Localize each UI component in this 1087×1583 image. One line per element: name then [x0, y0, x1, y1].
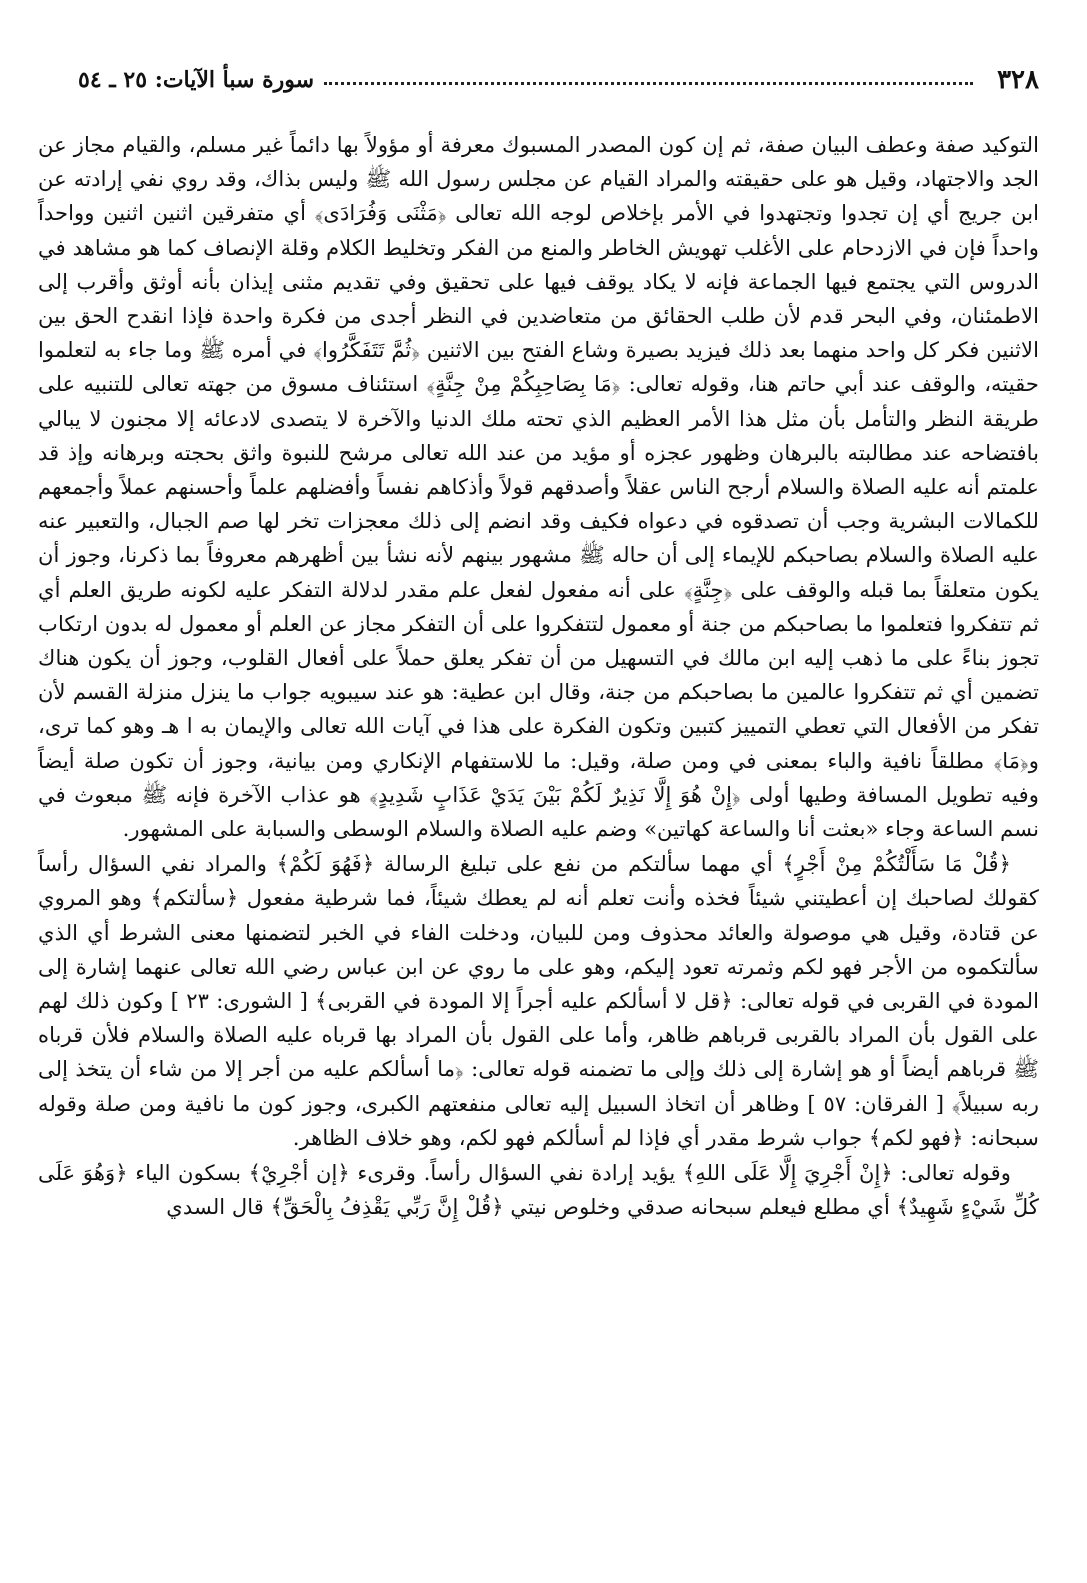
page-number: ٣٢٨: [997, 65, 1039, 95]
paragraph-1: التوكيد صفة وعطف البيان صفة، ثم إن كون المصدر المسبوك معرفة أو مؤولاً بها دائماً غير مسلم، والقيام مجاز عن الجد والاجتهاد، وقيل هو على حقيقته والمراد القيام عن مجلس رسول الله ﷺ وليس بذاك، وقد روي نفي إرادته عن ابن جريج أي إن تجدوا وتجتهدوا في الأمر بإخلاص لوجه الله تعالى ﴿مَثْنَى وَفُرَادَى﴾ أي متفرقين اثنين اثنين وواحداً واحداً فإن في الازدحام على الأغلب تهويش الخاطر والمنع من الفكر وتخليط الكلام وقلة الإنصاف كما هو مشاهد في الدروس التي يجتمع فيها الجماعة فإنه لا يكاد يوقف فيها على تحقيق وفي تقديم مثنى إيذان بأنه أوثق وأقرب إلى الاطمئنان، وفي البحر قدم لأن طلب الحقائق من متعاضدين في النظر أجدى من فكرة واحدة فإذا انقدح الحق بين الاثنين فكر كل واحد منهما بعد ذلك فيزيد بصيرة وشاع الفتح بين الاثنين ﴿ثُمَّ تَتَفَكَّرُوا﴾ في أمره ﷺ وما جاء به لتعلموا حقيته، والوقف عند أبي حاتم هنا، وقوله تعالى: ﴿مَا بِصَاحِبِكُمْ مِنْ جِنَّةٍ﴾ استئناف مسوق من جهته تعالى للتنبيه على طريقة النظر والتأمل بأن مثل هذا الأمر العظيم الذي تحته ملك الدنيا والآخرة لا يتصدى لادعائه إلا مجنون لا يبالي بافتضاحه عند مطالبته بالبرهان وظهور عجزه أو مؤيد من عند الله تعالى مرشح للنبوة واثق بحجته وبرهانه وإذ قد علمتم أنه عليه الصلاة والسلام أرجح الناس عقلاً وأصدقهم قولاً وأذكاهم نفساً وأفضلهم علماً وأحسنهم عملاً وأجمعهم للكمالات البشرية وجب أن تصدقوه في دعواه فكيف وقد انضم إلى ذلك معجزات تخر لها صم الجبال، والتعبير عنه عليه الصلاة والسلام بصاحبكم للإيماء إلى أن حاله ﷺ مشهور بينهم لأنه نشأ بين أظهرهم معروفاً بما ذكرنا، وجوز أن يكون متعلقاً بما قبله والوقف على ﴿جِنَّةٍ﴾ على أنه مفعول لفعل علم مقدر لدلالة التفكر عليه لكونه طريق العلم أي ثم تتفكروا فتعلموا ما بصاحبكم من جنة أو معمول لتتفكروا على أن التفكر مجاز عن العلم أو معمول له بدون ارتكاب تجوز بناءً على ما ذهب إليه ابن مالك في التسهيل من أن تفكر يعلق حملاً على أفعال القلوب، وجوز أن يكون هناك تضمين أي ثم تتفكروا عالمين ما بصاحبكم من جنة، وقال ابن عطية: هو عند سيبويه جواب ما ينزل منزلة القسم لأن تفكر من الأفعال التي تعطي التمييز كتبين وتكون الفكرة على هذا في آيات الله تعالى والإيمان به ا هـ وهو كما ترى، و﴿مَا﴾ مطلقاً نافية والباء بمعنى في ومن صلة، وقيل: ما للاستفهام الإنكاري ومن بيانية، وجوز أن تكون صلة أيضاً وفيه تطويل المسافة وطيها أولى ﴿إِنْ هُوَ إِلَّا نَذِيرٌ لَكُمْ بَيْنَ يَدَيْ عَذَابٍ شَدِيدٍ﴾ هو عذاب الآخرة فإنه ﷺ مبعوث في نسم الساعة وجاء «بعثت أنا والساعة كهاتين» وضم عليه الصلاة والسلام الوسطى والسبابة على المشهور.: [38, 132, 1039, 842]
paragraph-2: ﴿قُلْ مَا سَأَلْتُكُمْ مِنْ أَجْرٍ﴾ أي مهما سألتكم من نفع على تبليغ الرسالة ﴿فَهُوَ لَكُمْ﴾ والمراد نفي السؤال رأساً كقولك لصاحبك إن أعطيتني شيئاً فخذه وأنت تعلم أنه لم يعطك شيئاً، فما شرطية مفعول ﴿سألتكم﴾ وهو المروي عن قتادة، وقيل هي موصولة والعائد محذوف ومن للبيان، ودخلت الفاء في الخبر لتضمنها معنى الشرط أي الذي سألتكموه من الأجر فهو لكم وثمرته تعود إليكم، وهو على ما روي عن ابن عباس رضي الله تعالى عنهما إشارة إلى المودة في القربى في قوله تعالى: ﴿قل لا أسألكم عليه أجراً إلا المودة في القربى﴾ [ الشورى: ٢٣ ] وكون ذلك لهم على القول بأن المراد بالقربى قرباهم ظاهر، وأما على القول بأن المراد بها قرباه عليه الصلاة والسلام فلأن قرباه ﷺ قرباهم أيضاً أو هو إشارة إلى ذلك وإلى ما تضمنه قوله تعالى: ﴿ما أسألكم عليه من أجر إلا من شاء أن يتخذ إلى ربه سبيلاً﴾ [ الفرقان: ٥٧ ] وظاهر أن اتخاذ السبيل إليه تعالى منفعتهم الكبرى، وجوز كون ما نافية ومن صلة وقوله سبحانه: ﴿فهو لكم﴾ جواب شرط مقدر أي فإذا لم أسألكم فهو لكم، وهو خلاف الظاهر.: [38, 851, 1039, 1150]
running-header: [78, 60, 1039, 100]
paragraph-3: وقوله تعالى: ﴿إِنْ أَجْرِيَ إِلَّا عَلَى اللهِ﴾ يؤيد إرادة نفي السؤال رأساً. وقرىء ﴿إن أجْرِيْ﴾ بسكون الياء ﴿وَهُوَ عَلَى كُلِّ شَيْءٍ شَهِيدٌ﴾ أي مطلع فيعلم سبحانه صدقي وخلوص نيتي ﴿قُلْ إِنَّ رَبِّي يَقْذِفُ بِالْحَقِّ﴾ قال السدي: [38, 1160, 1039, 1220]
dotted-leader: [324, 82, 973, 85]
surah-heading: سورة سبأ الآيات: ٢٥ ـ ٥٤: [78, 67, 315, 93]
commentary-body: [38, 128, 1039, 1225]
